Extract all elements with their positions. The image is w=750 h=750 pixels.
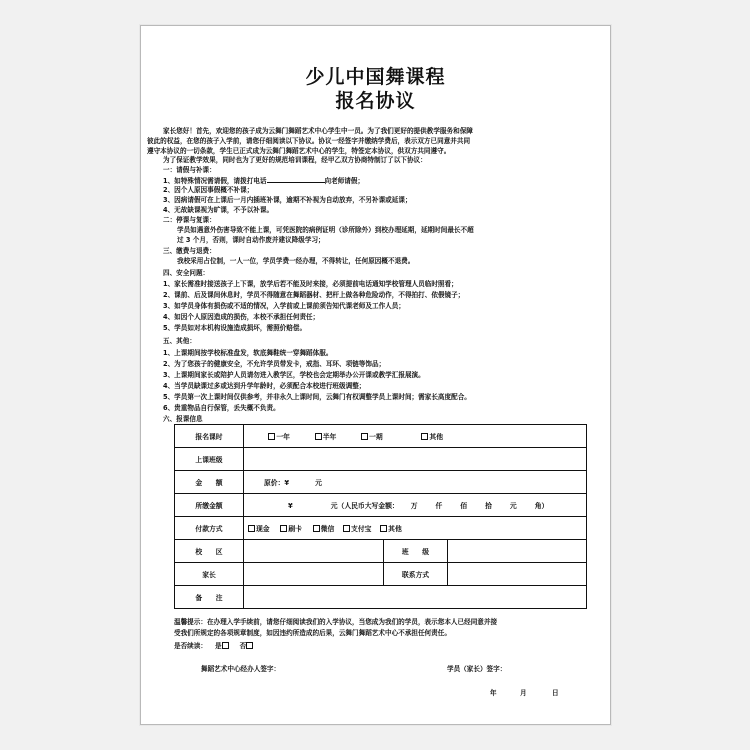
parent-label: 家长 — [175, 563, 244, 586]
section-heading: 六、报课信息 — [163, 415, 203, 423]
table-row — [175, 586, 587, 609]
option-label: 微信 — [320, 525, 335, 533]
unit-label: 元 — [509, 502, 517, 510]
list-item: 5、学员第一次上课时间仅供参考，并非永久上课时间，云舞门有权调整学员上课时间；需家长高度配合。 — [163, 393, 471, 401]
option-label: 现金 — [256, 525, 270, 533]
paid-field[interactable] — [244, 494, 587, 517]
paragraph-line: 过 3 个月，否则，课时自动作废并建议降级学习； — [177, 236, 325, 244]
list-item: 5、学员如对本机构设施造成损坏，需照价赔偿。 — [163, 324, 307, 332]
table-row — [175, 425, 587, 448]
remark-field[interactable] — [244, 586, 587, 609]
renew-row — [174, 641, 254, 651]
period-checkbox[interactable] — [421, 433, 428, 440]
renew-no-label: 否 — [239, 642, 247, 650]
paid-text: 元（人民币大写金额： — [330, 502, 399, 510]
notice-line: 受我们所规定的各项规章制度，如因违约所造成的后果，云舞门舞蹈艺术中心不承担任何责任。 — [174, 629, 451, 637]
intro-line: 彼此的权益，在您的孩子入学前，请您仔细阅读以下协议。协议一经签字并缴纳学费后，表示双方已同意并共同 — [147, 137, 471, 145]
period-label: 报名课时 — [175, 425, 244, 448]
notice-line: 温馨提示：在办理入学手续前，请您仔细阅读我们的入学协议，当您成为我们的学员，表示您本人已经同意并接 — [174, 618, 498, 626]
paragraph-line: 学员如遇意外伤害导致不能上课，可凭医院的病例证明（诊所除外）到校办理延期，延期时间最长不超 — [177, 226, 474, 234]
option-label: 支付宝 — [351, 525, 372, 533]
section-heading: 五、其他： — [163, 337, 196, 345]
list-item: 3、如学员身体有损伤或不适的情况，入学前或上课前须告知代课老师及工作人员； — [163, 302, 405, 310]
unit-label: 仟 — [435, 502, 443, 510]
list-item: 2、为了您孩子的健康安全，不允许学员带发卡，戒指、耳环、项链等饰品； — [163, 360, 386, 368]
original-price-label: 原价：¥ — [264, 479, 290, 487]
unit-label: 拾 — [485, 502, 492, 510]
amount-field[interactable] — [244, 471, 587, 494]
period-checkbox[interactable] — [315, 433, 322, 440]
campus-field[interactable] — [244, 540, 384, 563]
renew-yes-checkbox[interactable] — [222, 642, 229, 649]
yuan-label: 元 — [315, 479, 322, 487]
table-row — [175, 448, 587, 471]
grade-label: 班 级 — [384, 540, 448, 563]
phone-blank — [267, 175, 325, 183]
phone-suffix: 向老师请假； — [324, 177, 365, 185]
option-label: 半年 — [322, 433, 337, 441]
option-label: 其他 — [388, 525, 402, 533]
amount-label: 金 额 — [175, 471, 244, 494]
intro-line: 家长您好！首先，欢迎您的孩子成为云舞门舞蹈艺术中心学生中一员。为了我们更好的提供教学服务和保障 — [163, 127, 473, 135]
section-heading: 二：停课与复课： — [163, 216, 216, 224]
list-item: 4、当学员缺课过多或达到升学年龄时，必须配合本校进行班级调整； — [163, 382, 366, 390]
method-options — [244, 517, 587, 540]
campus-label: 校 区 — [175, 540, 244, 563]
parent-signature-label: 学员（家长）签字： — [447, 665, 507, 673]
remark-label: 备 注 — [175, 586, 244, 609]
yen-sign: ¥ — [288, 502, 293, 510]
method-checkbox[interactable] — [343, 525, 350, 532]
list-item: 1、上课期间按学校标准盘发，软底舞鞋统一穿舞蹈体服。 — [163, 349, 333, 357]
date-day: 日 — [552, 689, 559, 697]
method-label: 付款方式 — [175, 517, 244, 540]
list-item: 2、课前、后及课间休息时，学员不得随意在舞蹈器材、把杆上做各种危险动作，不得拍打、依偎镜子； — [163, 291, 465, 299]
agreement-paper — [140, 25, 611, 725]
table-row — [175, 540, 587, 563]
intro-line: 遵守本协议的一切条款，学生已正式成为云舞门舞蹈艺术中心的学生，特签定本协议，供双方共同遵守。 — [147, 147, 451, 155]
renew-no-checkbox[interactable] — [246, 642, 253, 649]
unit-label: 佰 — [460, 502, 468, 510]
registration-table — [174, 424, 587, 609]
option-label: 刷卡 — [288, 525, 302, 533]
list-item: 4、如因个人原因造成的损伤，本校不承担任何责任； — [163, 313, 320, 321]
table-row — [175, 517, 587, 540]
parent-field[interactable] — [244, 563, 384, 586]
page-title: 少儿中国舞课程 — [305, 66, 446, 88]
method-checkbox[interactable] — [380, 525, 387, 532]
table-row — [175, 494, 587, 517]
center-signature-label: 舞蹈艺术中心经办人签字： — [201, 665, 281, 673]
list-item: 4、无故缺课视为旷课，不予以补课。 — [163, 206, 274, 214]
list-item: 2、因个人原因事假概不补课； — [163, 186, 254, 194]
date-year: 年 — [490, 689, 497, 697]
list-item: 3、上课期间家长或陪护人员请勿进入教学区，学校也会定期举办公开课或教学汇报展演。 — [163, 371, 425, 379]
class-label: 上课班级 — [175, 448, 244, 471]
list-item: 6、贵重物品自行保管，丢失概不负责。 — [163, 404, 280, 412]
unit-label: 万 — [410, 502, 418, 510]
phone-prefix: 1、如特殊情况需请假，请拨打电话 — [163, 177, 267, 185]
page-subtitle: 报名协议 — [335, 90, 416, 112]
contact-label: 联系方式 — [384, 563, 448, 586]
section-heading: 四、安全问题： — [163, 269, 210, 277]
list-item: 3、因病请假可在上课后一月内插班补课，逾期不补视为自动放弃，不另补课或延课； — [163, 196, 412, 204]
section-heading: 三、缴费与退费： — [163, 247, 216, 255]
method-checkbox[interactable] — [248, 525, 255, 532]
grade-field[interactable] — [448, 540, 587, 563]
option-label: 其他 — [429, 433, 443, 441]
method-checkbox[interactable] — [313, 525, 320, 532]
unit-label: 角） — [534, 502, 549, 510]
period-options — [244, 425, 587, 448]
class-field[interactable] — [244, 448, 587, 471]
table-row — [175, 563, 587, 586]
contact-field[interactable] — [448, 563, 587, 586]
period-checkbox[interactable] — [268, 433, 275, 440]
list-item: 1、家长需准时接送孩子上下课，放学后若不能及时来接，必须提前电话通知学校管理人员临时照看； — [163, 280, 458, 288]
period-checkbox[interactable] — [361, 433, 368, 440]
renew-yes-label: 是 — [214, 642, 222, 650]
paid-label: 所缴金额 — [175, 494, 244, 517]
option-label: 一年 — [276, 433, 290, 441]
option-label: 一期 — [369, 433, 383, 441]
table-row — [175, 471, 587, 494]
date-month: 月 — [520, 689, 527, 697]
section-heading: 一：请假与补课： — [163, 166, 216, 174]
method-checkbox[interactable] — [280, 525, 287, 532]
renew-label: 是否续读： — [174, 642, 207, 650]
paragraph-line: 我校采用占位制，一人一位，学员学费一经办理，不得转让，任何原因概不退费。 — [177, 257, 415, 265]
intro-line: 为了保证教学效果，同时也为了更好的规范培训课程，经甲乙双方协商特制订了以下协议： — [163, 156, 427, 164]
